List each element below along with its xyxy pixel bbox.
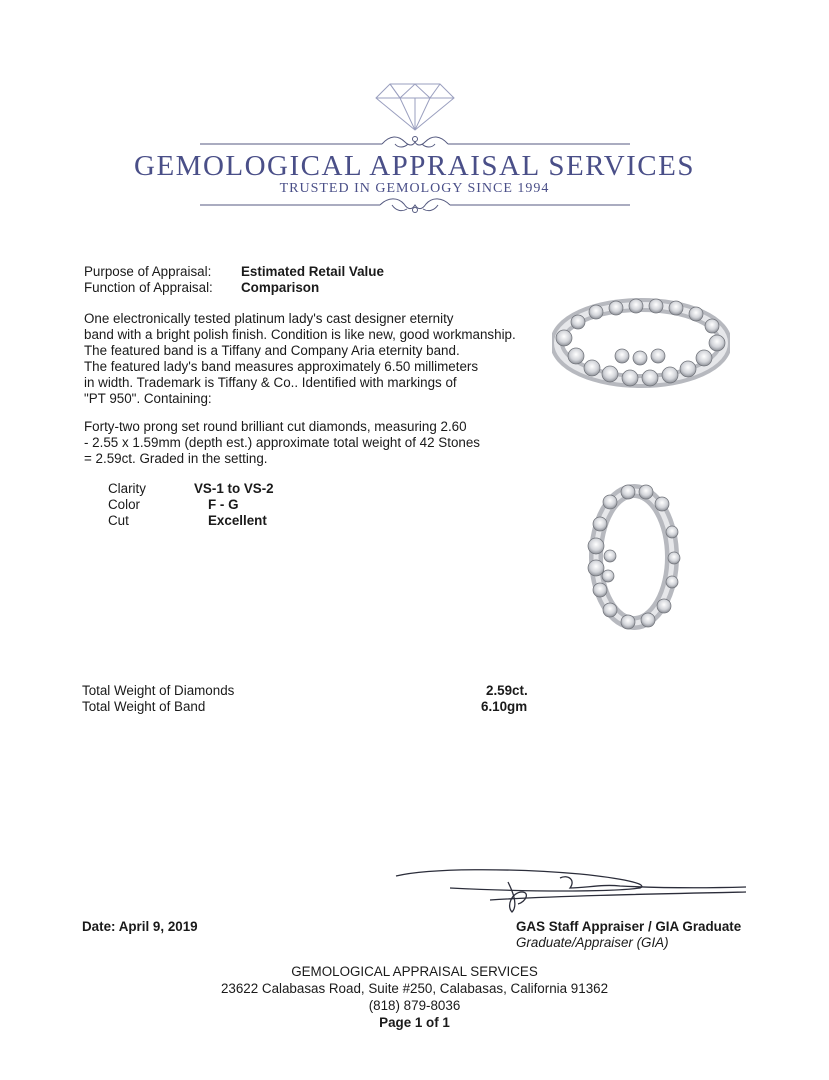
color-value: F - G (208, 497, 239, 512)
total-band-value: 6.10gm (481, 699, 528, 714)
clarity-label: Clarity (108, 481, 146, 496)
total-band-label: Total Weight of Band (82, 699, 206, 714)
description-line: The featured band is a Tiffany and Company Aria eternity band. (84, 343, 460, 358)
diamond-logo-icon (372, 80, 458, 132)
item-description (84, 311, 516, 407)
total-diamonds-label: Total Weight of Diamonds (82, 683, 235, 698)
stones-line: Forty-two prong set round brilliant cut diamonds, measuring 2.60 (84, 419, 467, 434)
stones-line: - 2.55 x 1.59mm (depth est.) approximate total weight of 42 Stones (84, 435, 480, 450)
color-label: Color (108, 497, 140, 512)
company-name: GEMOLOGICAL APPRAISAL SERVICES (134, 150, 695, 182)
bottom-flourish-divider (200, 196, 630, 216)
total-diamonds-value: 2.59ct. (486, 683, 528, 698)
ring-side-view-image (580, 482, 688, 632)
clarity-value: VS-1 to VS-2 (194, 481, 274, 496)
top-flourish-divider (200, 133, 630, 151)
description-line: band with a bright polish finish. Condition is like new, good workmanship. (84, 327, 516, 342)
cut-label: Cut (108, 513, 129, 528)
purpose-label: Purpose of Appraisal: (84, 264, 212, 279)
appraiser-signature (390, 862, 750, 914)
stones-description (84, 419, 480, 467)
function-label: Function of Appraisal: (84, 280, 213, 295)
appraiser-title: GAS Staff Appraiser / GIA Graduate (516, 919, 742, 934)
description-line: in width. Trademark is Tiffany & Co.. Identified with markings of (84, 375, 457, 390)
description-line: "PT 950". Containing: (84, 391, 212, 406)
footer-phone: (818) 879-8036 (368, 998, 461, 1013)
description-line: The featured lady's band measures approximately 6.50 millimeters (84, 359, 479, 374)
page-number: Page 1 of 1 (379, 1015, 450, 1030)
cut-value: Excellent (208, 513, 267, 528)
appraisal-date: Date: April 9, 2019 (82, 919, 198, 934)
footer-company: GEMOLOGICAL APPRAISAL SERVICES (291, 964, 538, 979)
purpose-value: Estimated Retail Value (241, 264, 384, 279)
description-line: One electronically tested platinum lady's cast designer eternity (84, 311, 454, 326)
stones-line: = 2.59ct. Graded in the setting. (84, 451, 268, 466)
footer-address: 23622 Calabasas Road, Suite #250, Calabasas, California 91362 (220, 981, 609, 996)
function-value: Comparison (241, 280, 320, 295)
appraiser-subtitle: Graduate/Appraiser (GIA) (516, 935, 669, 950)
ring-top-view-image (552, 298, 730, 388)
company-tagline: TRUSTED IN GEMOLOGY SINCE 1994 (279, 181, 550, 196)
